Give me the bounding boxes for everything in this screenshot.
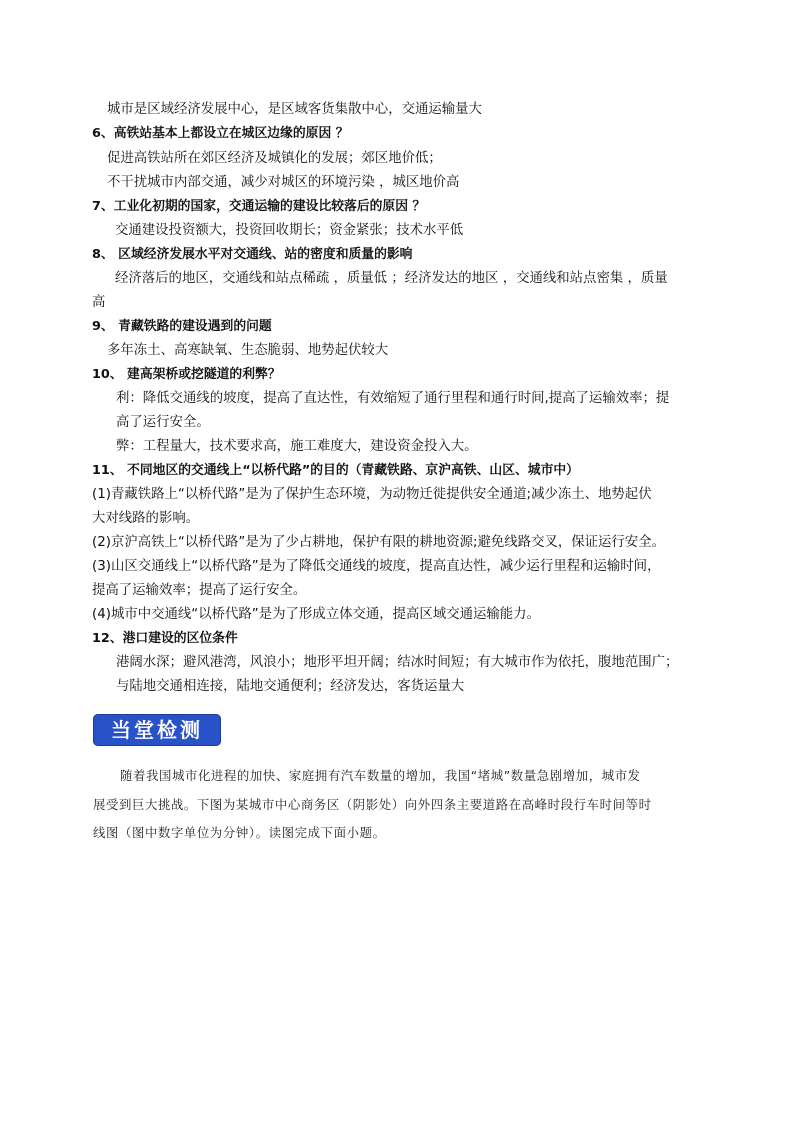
section-heading: 10、 建高架桥或挖隧道的利弊？ xyxy=(92,367,281,382)
text-line: 经济落后的地区，交通线和站点稀疏 ，质量低 ；经济发达的地区 ，交通线和站点密集 ，质量 xyxy=(115,271,668,286)
exercise-text-line: 线图（图中数字单位为分钟）。读图完成下面小题。 xyxy=(93,825,386,840)
text-line: (4)城市中交通线“以桥代路”是为了形成立体交通，提高区域交通运输能力。 xyxy=(92,607,540,622)
text-line: 港阔水深；避风港湾，风浪小；地形平坦开阔；结冰时间短；有大城市作为依托，腹地范围广； xyxy=(116,655,679,670)
section-heading: 11、 不同地区的交通线上“以桥代路”的目的（青藏铁路、京沪高铁、山区、城市中） xyxy=(92,463,579,478)
text-line: (3)山区交通线上“以桥代路”是为了降低交通线的坡度，提高直达性，减少运行里程和运输时间， xyxy=(92,559,661,574)
section-heading: 7、工业化初期的国家，交通运输的建设比较落后的原因 ？ xyxy=(92,199,426,214)
section-heading: 12、港口建设的区位条件 xyxy=(92,631,238,646)
text-line: 大对线路的影响。 xyxy=(92,511,200,526)
text-line: 城市是区域经济发展中心，是区域客货集散中心，交通运输量大 xyxy=(107,102,482,117)
text-line: (2)京沪高铁上“以桥代路”是为了少占耕地，保护有限的耕地资源;避免线路交叉，保证运行安全。 xyxy=(92,535,665,550)
text-line: 交通建设投资额大，投资回收期长；资金紧张；技术水平低 xyxy=(115,223,464,238)
text-line: 利：降低交通线的坡度，提高了直达性，有效缩短了通行里程和通行时间,提高了运输效率；提 xyxy=(116,391,670,406)
section-heading: 6、高铁站基本上都设立在城区边缘的原因 ？ xyxy=(92,126,349,141)
text-line: 多年冻土、高寒缺氧、生态脆弱、地势起伏较大 xyxy=(107,343,389,358)
section-banner: 当堂检测 xyxy=(93,714,221,746)
text-line: 促进高铁站所在郊区经济及城镇化的发展；郊区地价低； xyxy=(107,151,442,166)
section-heading: 8、 区域经济发展水平对交通线、站的密度和质量的影响 xyxy=(92,247,413,262)
text-line: (1)青藏铁路上“以桥代路”是为了保护生态环境，为动物迁徙提供安全通道;减少冻土、地势起伏 xyxy=(92,487,652,502)
text-line: 提高了运输效率；提高了运行安全。 xyxy=(92,583,307,598)
text-line: 与陆地交通相连接，陆地交通便利；经济发达，客货运量大 xyxy=(116,679,465,694)
text-line: 不干扰城市内部交通，减少对城区的环境污染 ，城区地价高 xyxy=(107,175,460,190)
text-line: 高了运行安全。 xyxy=(116,415,210,430)
text-line: 高 xyxy=(92,295,106,310)
section-heading: 9、 青藏铁路的建设遇到的问题 xyxy=(92,319,272,334)
text-line: 弊：工程量大，技术要求高，施工难度大，建设资金投入大。 xyxy=(116,439,478,454)
exercise-text-line: 随着我国城市化进程的加快、家庭拥有汽车数量的增加，我国“堵城”数量急剧增加，城市发 xyxy=(120,768,641,783)
exercise-text-line: 展受到巨大挑战。下图为某城市中心商务区（阴影处）向外四条主要道路在高峰时段行车时间等时 xyxy=(93,797,652,812)
